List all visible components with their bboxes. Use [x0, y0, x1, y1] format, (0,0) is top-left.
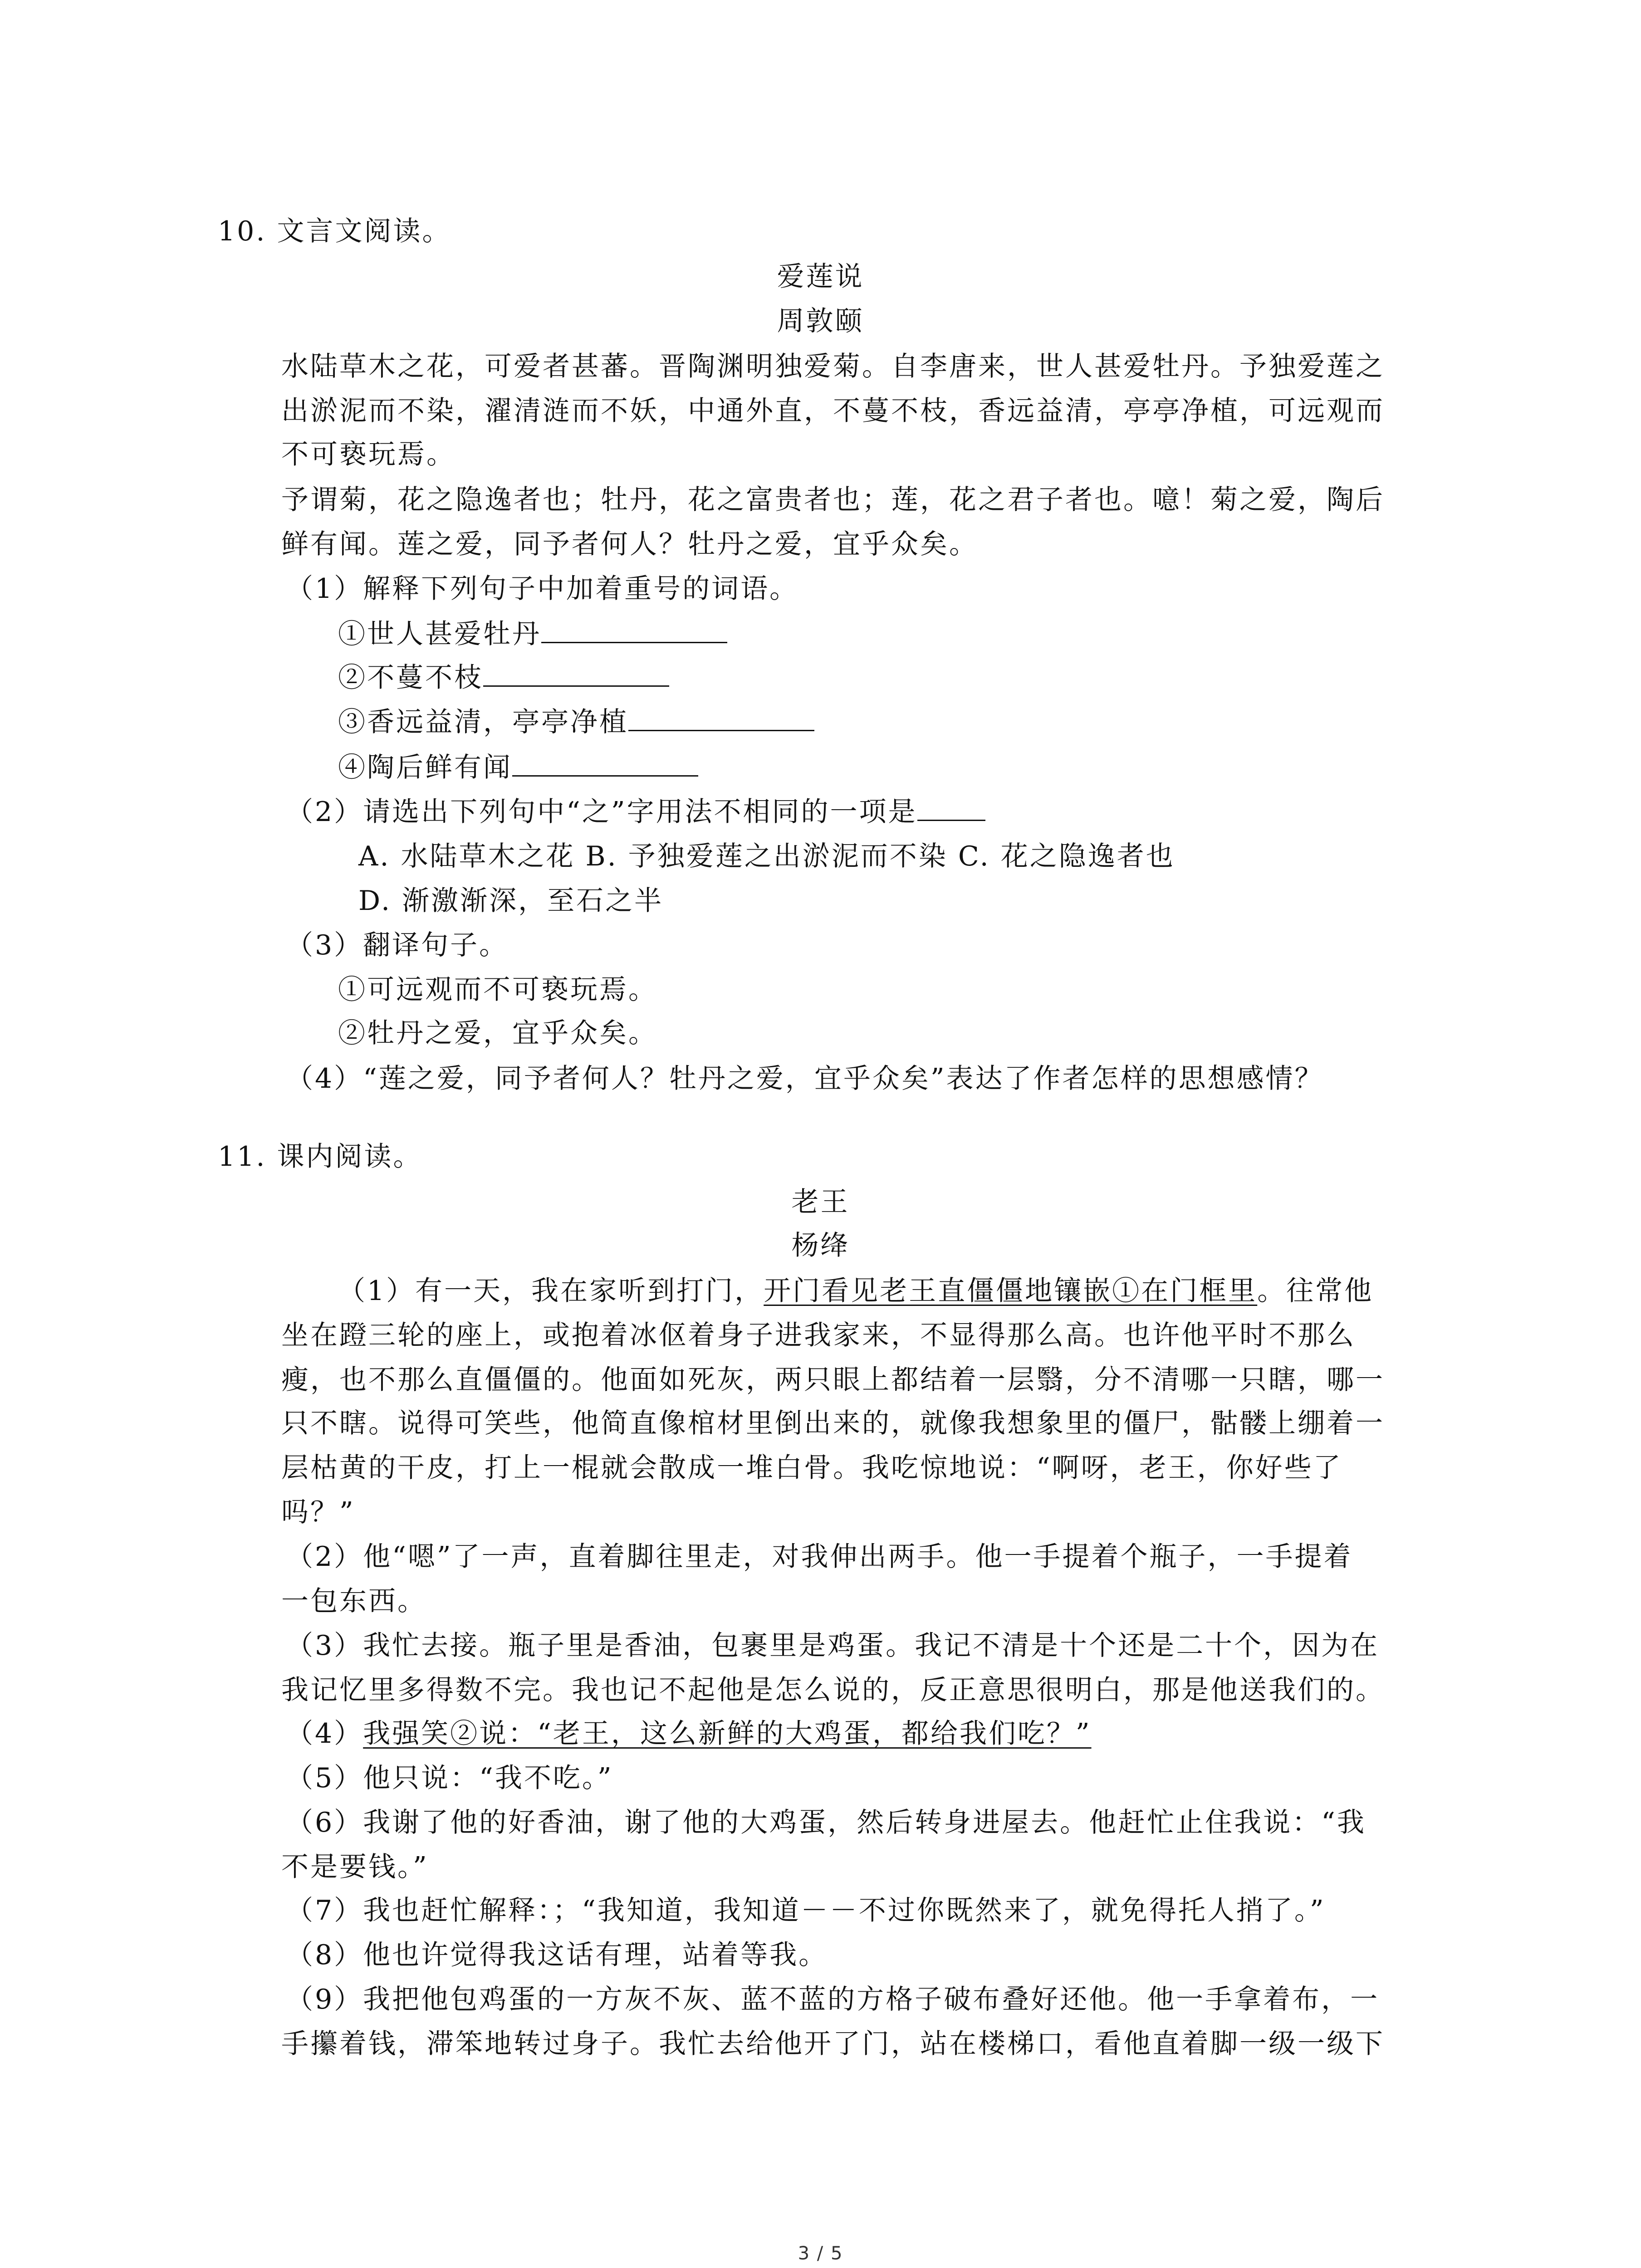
subquestion-3-item-1: ①可远观而不可亵玩焉。	[338, 974, 657, 1006]
essay-text-line: （3）我忙去接。瓶子里是香油，包裹里是鸡蛋。我记不清是十个还是二十个，因为在	[286, 1630, 1380, 1662]
essay-text-line: 手攥着钱，滞笨地转过身子。我忙去给他开了门，站在楼梯口，看他直着脚一级一级下	[281, 2028, 1385, 2060]
classical-text-line: 鲜有闻。莲之爱，同予者何人？牡丹之爱，宜乎众矣。	[281, 528, 978, 560]
subquestion-1-label: （1）解释下列句子中加着重号的词语。	[286, 573, 799, 605]
subquestion-2-options: A. 水陆草木之花 B. 予独爱莲之出淤泥而不染 C. 花之隐逸者也	[358, 841, 1175, 872]
subquestion-3-item-2: ②牡丹之爱，宜乎众矣。	[338, 1017, 657, 1049]
poem-title: 爱莲说	[777, 261, 864, 293]
underlined-sentence: 开门看见老王直僵僵地镶嵌①在门框里	[764, 1275, 1258, 1307]
essay-text-line: 只不瞎。说得可笑些，他简直像棺材里倒出来的，就像我想象里的僵尸，骷髅上绷着一	[281, 1408, 1385, 1439]
text-segment: 。往常他	[1257, 1275, 1374, 1307]
question-11-heading: 11. 课内阅读。	[218, 1141, 422, 1173]
essay-author: 杨绛	[791, 1230, 850, 1261]
answer-blank[interactable]	[483, 660, 669, 687]
answer-blank[interactable]	[628, 704, 814, 731]
answer-blank[interactable]	[917, 794, 985, 821]
text-segment: （1）有一天，我在家听到打门，	[338, 1275, 764, 1307]
item-text: ①世人甚爱牡丹	[338, 618, 541, 650]
essay-text-line: 吗？”	[281, 1496, 355, 1528]
essay-title: 老王	[791, 1186, 850, 1218]
essay-text-line: 不是要钱。”	[281, 1851, 429, 1883]
classical-text-line: 出淤泥而不染，濯清涟而不妖，中通外直，不蔓不枝，香远益清，亭亭净植，可远观而	[281, 395, 1385, 427]
subquestion-1-item-2	[338, 660, 669, 696]
essay-paragraph-1-line	[338, 1273, 1373, 1309]
essay-text-line: （8）他也许觉得我这话有理，站着等我。	[286, 1939, 828, 1971]
subquestion-3-label: （3）翻译句子。	[286, 929, 509, 961]
essay-text-line: 瘦，也不那么直僵僵的。他面如死灰，两只眼上都结着一层翳，分不清哪一只瞎，哪一	[281, 1364, 1385, 1396]
subquestion-2-options: D. 渐激渐深，至石之半	[358, 885, 664, 917]
subquestion-1-item-3	[338, 704, 814, 740]
essay-text-line: 坐在蹬三轮的座上，或抱着冰伛着身子进我家来，不显得那么高。也许他平时不那么	[281, 1320, 1356, 1351]
subquestion-2-label	[286, 794, 985, 830]
classical-text-line: 水陆草木之花，可爱者甚蕃。晋陶渊明独爱菊。自李唐来，世人甚爱牡丹。予独爱莲之	[281, 351, 1385, 382]
essay-text-line: 一包东西。	[281, 1585, 426, 1617]
essay-text-line: （5）他只说：“我不吃。”	[286, 1762, 613, 1794]
essay-text-line: （2）他“嗯”了一声，直着脚往里走，对我伸出两手。他一手提着个瓶子，一手提着	[286, 1541, 1353, 1573]
question-10-heading: 10. 文言文阅读。	[218, 215, 451, 247]
item-text: ④陶后鲜有闻	[338, 752, 512, 783]
poem-author: 周敦颐	[777, 305, 864, 337]
essay-text-line: （6）我谢了他的好香油，谢了他的大鸡蛋，然后转身进屋去。他赶忙止住我说：“我	[286, 1807, 1366, 1838]
essay-paragraph-4	[286, 1716, 1092, 1752]
essay-text-line: （9）我把他包鸡蛋的一方灰不灰、蓝不蓝的方格子破布叠好还他。他一手拿着布，一	[286, 1984, 1380, 2015]
essay-text-line: （7）我也赶忙解释：；“我知道，我知道－－不过你既然来了，就免得托人捎了。”	[286, 1895, 1326, 1926]
essay-text-line: 层枯黄的干皮，打上一棍就会散成一堆白骨。我吃惊地说：“啊呀，老王，你好些了	[281, 1452, 1342, 1484]
subquestion-2-text: （2）请选出下列句中“之”字用法不相同的一项是	[286, 796, 917, 828]
page-number: 3 / 5	[798, 2243, 843, 2264]
answer-blank[interactable]	[512, 750, 698, 777]
answer-blank[interactable]	[541, 616, 727, 643]
subquestion-1-item-4	[338, 749, 698, 786]
item-text: ②不蔓不枝	[338, 662, 483, 694]
subquestion-1-item-1	[338, 616, 727, 652]
classical-text-line: 不可亵玩焉。	[281, 439, 456, 470]
item-text: ③香远益清，亭亭净植	[338, 706, 628, 738]
text-segment: （4）	[286, 1718, 363, 1750]
underlined-sentence: 我强笑②说：“老王，这么新鲜的大鸡蛋，都给我们吃？”	[363, 1718, 1092, 1750]
essay-text-line: 我记忆里多得数不完。我也记不起他是怎么说的，反正意思很明白，那是他送我们的。	[281, 1674, 1385, 1706]
classical-text-line: 予谓菊，花之隐逸者也；牡丹，花之富贵者也；莲，花之君子者也。噫！菊之爱，陶后	[281, 484, 1385, 516]
subquestion-4-label: （4）“莲之爱，同予者何人？牡丹之爱，宜乎众矣”表达了作者怎样的思想感情？	[286, 1063, 1324, 1095]
